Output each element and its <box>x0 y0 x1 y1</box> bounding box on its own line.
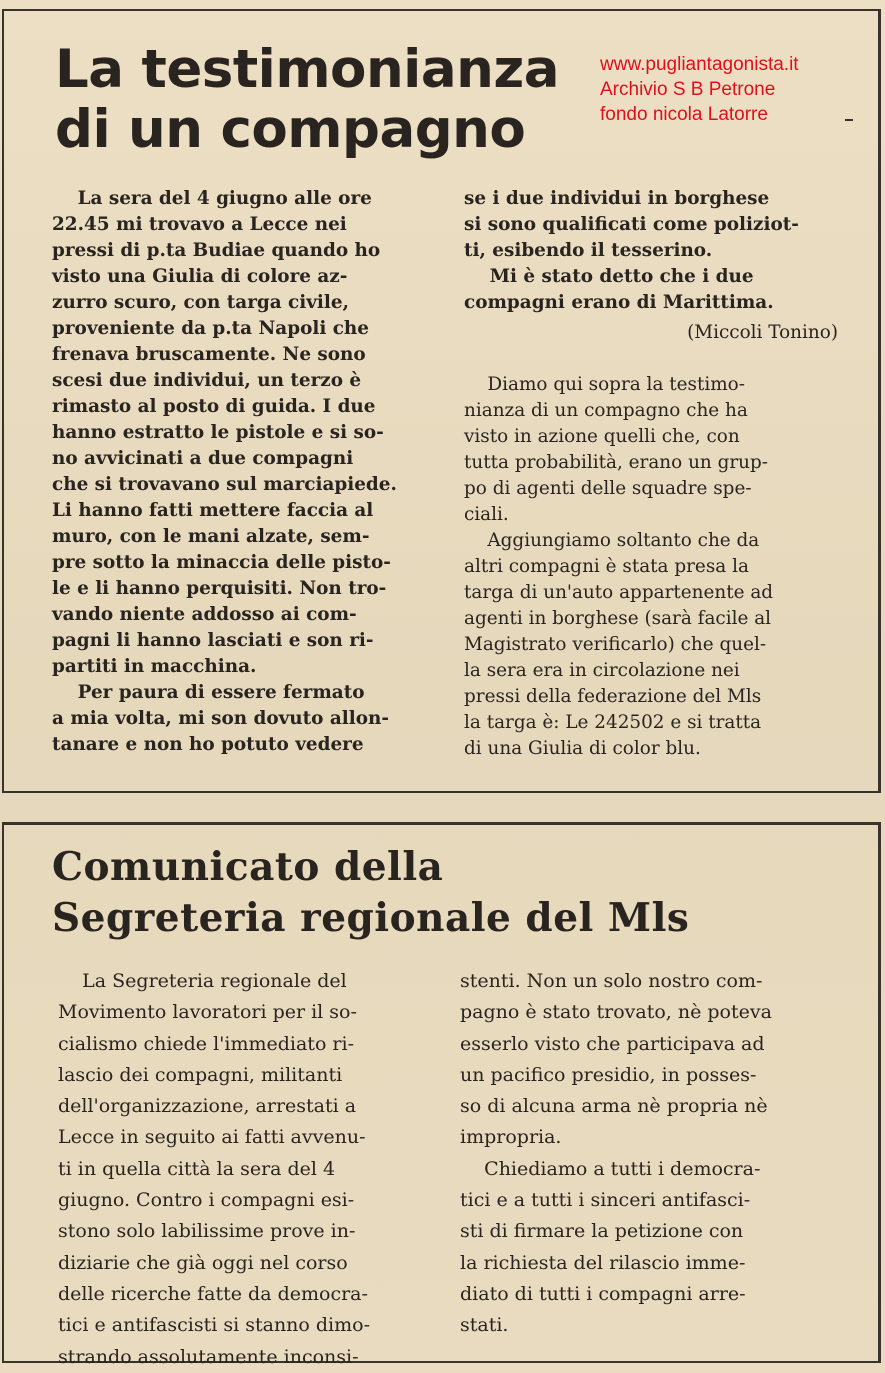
text-line: frenava bruscamente. Ne sono <box>52 344 366 365</box>
text-line: altri compagni è stata presa la <box>464 556 749 577</box>
text-line: tanare e non ho potuto vedere <box>52 734 364 755</box>
text-line: esserlo visto che participava ad <box>460 1032 765 1055</box>
article1-title-line2: di un compagno <box>55 99 526 160</box>
text-line: Diamo qui sopra la testimo- <box>464 374 745 395</box>
article1-title <box>55 40 559 160</box>
text-line: la richiesta del rilascio imme- <box>460 1251 746 1274</box>
text-line: dell'organizzazione, arrestati a <box>58 1095 357 1118</box>
text-line: po di agenti delle squadre spe- <box>464 478 752 499</box>
text-line: ti in quella città la sera del 4 <box>58 1157 336 1180</box>
text-line: la sera era in circolazione nei <box>464 660 740 681</box>
print-mark <box>845 119 853 121</box>
article2-title <box>52 842 689 944</box>
text-line: di una Giulia di color blu. <box>464 738 701 759</box>
text-line: giugno. Contro i compagni esi- <box>58 1189 355 1212</box>
watermark-fondo: fondo nicola Latorre <box>600 104 768 125</box>
text-line: diziarie che già oggi nel corso <box>58 1251 348 1274</box>
text-line: se i due individui in borghese <box>464 188 770 209</box>
text-line: delle ricerche fatte da democra- <box>58 1282 368 1305</box>
text-line: si sono qualificati come poliziot- <box>464 214 799 235</box>
text-line: targa di un'auto appartenente ad <box>464 582 774 603</box>
text-line: 22.45 mi trovavo a Lecce nei <box>52 214 347 235</box>
text-line: stenti. Non un solo nostro com- <box>460 970 763 992</box>
text-line: nianza di un compagno che ha <box>464 400 748 421</box>
text-line: ti, esibendo il tesserino. <box>464 240 713 261</box>
text-line: un pacifico presidio, in posses- <box>460 1063 757 1086</box>
text-line: compagni erano di Marittima. <box>464 292 774 313</box>
article2-column2 <box>460 966 772 1342</box>
text-line: diato di tutti i compagni arre- <box>460 1282 746 1305</box>
text-line: hanno estratto le pistole e si so- <box>52 422 384 443</box>
archive-watermark <box>600 52 799 127</box>
text-line: stono solo labilissime prove in- <box>58 1220 356 1243</box>
text-line: impropria. <box>460 1126 562 1149</box>
text-line: Li hanno fatti mettere faccia al <box>52 500 374 521</box>
text-line: muro, con le mani alzate, sem- <box>52 526 370 547</box>
article2-column1 <box>58 966 370 1373</box>
text-line: partiti in macchina. <box>52 656 257 677</box>
text-line: no avvicinati a due compagni <box>52 448 354 469</box>
text-line: tici e antifascisti si stanno dimo- <box>58 1314 371 1337</box>
article2-title-line2: Segreteria regionale del Mls <box>52 895 690 941</box>
article1-column2-regular <box>464 372 773 762</box>
text-line: La Segreteria regionale del <box>58 970 347 992</box>
text-line: pagno è stato trovato, nè poteva <box>460 1001 772 1024</box>
text-line: pagni li hanno lasciati e son ri- <box>52 630 374 651</box>
text-line: Aggiungiamo soltanto che da <box>464 530 760 551</box>
signature-text: (Miccoli Tonino) <box>687 322 838 343</box>
article1-signature <box>464 320 838 346</box>
text-line: Chiediamo a tutti i democra- <box>460 1157 761 1180</box>
watermark-url: www.pugliantagonista.it <box>600 54 799 75</box>
text-line: pre sotto la minaccia delle pisto- <box>52 552 391 573</box>
text-line: strando assolutamente inconsi- <box>58 1345 359 1368</box>
text-line: visto in azione quelli che, con <box>464 426 740 447</box>
text-line: scesi due individui, un terzo è <box>52 370 362 391</box>
text-line: ciali. <box>464 504 509 525</box>
text-line: visto una Giulia di colore az- <box>52 266 348 287</box>
text-line: stati. <box>460 1314 509 1337</box>
text-line: La sera del 4 giugno alle ore <box>52 188 372 209</box>
text-line: che si trovavano sul marciapiede. <box>52 474 397 495</box>
text-line: rimasto al posto di guida. I due <box>52 396 376 417</box>
text-line: zurro scuro, con targa civile, <box>52 292 350 313</box>
watermark-archive: Archivio S B Petrone <box>600 79 776 100</box>
text-line: tici e a tutti i sinceri antifasci- <box>460 1189 751 1212</box>
text-line: Lecce in seguito ai fatti avvenu- <box>58 1126 366 1149</box>
text-line: proveniente da p.ta Napoli che <box>52 318 369 339</box>
text-line: lascio dei compagni, militanti <box>58 1063 343 1086</box>
text-line: vando niente addosso ai com- <box>52 604 357 625</box>
text-line: a mia volta, mi son dovuto allon- <box>52 708 389 729</box>
text-line: so di alcuna arma nè propria nè <box>460 1095 768 1118</box>
text-line: cialismo chiede l'immediato ri- <box>58 1032 355 1055</box>
text-line: agenti in borghese (sarà facile al <box>464 608 772 629</box>
text-line: le e li hanno perquisiti. Non tro- <box>52 578 387 599</box>
article2-title-line1: Comunicato della <box>52 844 444 890</box>
text-line: pressi di p.ta Budiae quando ho <box>52 240 381 261</box>
text-line: Per paura di essere fermato <box>52 682 365 703</box>
text-line: pressi della federazione del Mls <box>464 686 762 707</box>
text-line: tutta probabilità, erano un grup- <box>464 452 768 473</box>
article1-column1 <box>52 186 397 758</box>
text-line: Magistrato verificarlo) che quel- <box>464 634 767 655</box>
text-line: la targa è: Le 242502 e si tratta <box>464 712 762 733</box>
text-line: Movimento lavoratori per il so- <box>58 1001 357 1024</box>
article1-title-line1: La testimonianza <box>55 39 559 100</box>
text-line: sti di firmare la petizione con <box>460 1220 744 1243</box>
article1-column2-bold <box>464 186 799 316</box>
text-line: Mi è stato detto che i due <box>464 266 754 287</box>
